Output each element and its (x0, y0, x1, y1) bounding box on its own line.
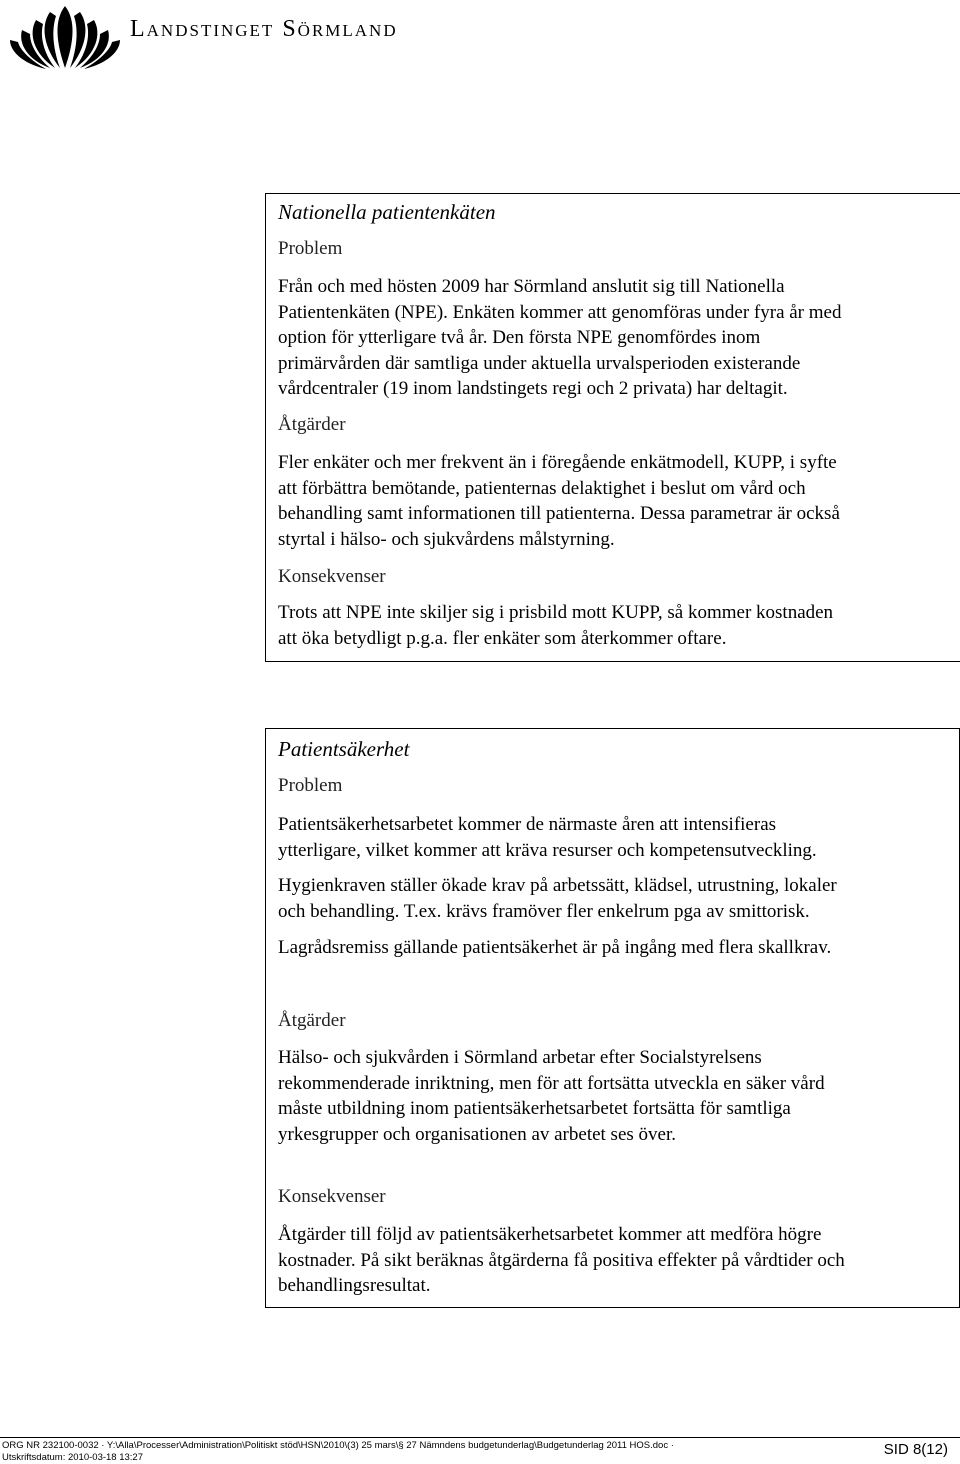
text-line: behandling samt informationen till patienterna. Dessa parametrar är också (278, 503, 840, 524)
text-line: rekommenderade inriktning, men för att fortsätta utveckla en säker vård (278, 1072, 825, 1094)
text-line: kostnader. På sikt beräknas åtgärderna få positiva effekter på vårdtider och (278, 1249, 845, 1271)
page-number: SID 8(12) (883, 1441, 948, 1458)
text-line: Hygienkraven ställer ökade krav på arbetssätt, klädsel, utrustning, lokaler (278, 875, 837, 896)
text-line: primärvården där samtliga under aktuella urvalsperioden existerande (278, 352, 801, 374)
text-line: och behandling. T.ex. krävs framöver fler enkelrum pga av smittorisk. (278, 900, 810, 922)
problem-heading: Problem (278, 775, 343, 796)
text-line: Åtgärder till följd av patientsäkerhetsarbetet kommer att medföra högre (278, 1224, 822, 1245)
text-line: styrtal i hälso- och sjukvårdens målstyrning. (278, 528, 615, 550)
consequences-heading: Konsekvenser (278, 566, 386, 587)
text-line: Trots att NPE inte skiljer sig i prisbild mott KUPP, så kommer kostnaden (278, 602, 834, 623)
footer-path: ORG NR 232100-0032 · Y:\Alla\Processer\Administration\Politiskt stöd\HSN\2010\(3) 25 mars\§ 27 Nämndens budgetunderlag\Budgetunderlag 2011 HOS.doc · (2, 1440, 674, 1451)
text-line: ytterligare, vilket kommer att kräva resurser och kompetensutveckling. (278, 839, 817, 861)
footer-divider (0, 1437, 960, 1438)
section-national-patient-survey (265, 193, 960, 662)
text-line: Patientsäkerhetsarbetet kommer de närmaste åren att intensifieras (278, 814, 777, 835)
section-title: Nationella patientenkäten (278, 200, 496, 224)
consequences-text (278, 600, 952, 651)
actions-text (278, 1045, 951, 1147)
problem-text (278, 274, 952, 402)
actions-text (278, 450, 952, 552)
text-line: Fler enkäter och mer frekvent än i föregående enkätmodell, KUPP, i syfte (278, 452, 837, 473)
consequences-heading: Konsekvenser (278, 1186, 386, 1207)
consequences-text (278, 1222, 951, 1299)
text-line: option för ytterligare två år. Den första NPE genomfördes inom (278, 327, 761, 348)
problem-heading: Problem (278, 238, 343, 259)
problem-paragraph (278, 812, 951, 863)
text-line: måste utbildning inom patientsäkerhetsarbetet fortsätta för samtliga (278, 1098, 791, 1119)
section-patient-safety (265, 728, 960, 1308)
actions-heading: Åtgärder (278, 1010, 346, 1031)
crown-flame-logo-icon (6, 2, 124, 70)
problem-paragraph (278, 873, 951, 924)
text-line: behandlingsresultat. (278, 1275, 431, 1296)
text-line: att förbättra bemötande, patienternas delaktighet i beslut om vård och (278, 477, 806, 499)
text-line: att öka betydligt p.g.a. fler enkäter som återkommer oftare. (278, 627, 727, 649)
text-line: Lagrådsremiss gällande patientsäkerhet är på ingång med flera skallkrav. (278, 937, 832, 958)
text-line: Från och med hösten 2009 har Sörmland anslutit sig till Nationella (278, 276, 785, 297)
org-name: Landstinget Sörmland (130, 16, 398, 42)
text-line: Hälso- och sjukvården i Sörmland arbetar efter Socialstyrelsens (278, 1047, 762, 1068)
footer-metadata (2, 1440, 674, 1464)
problem-paragraph (278, 935, 951, 961)
text-line: Patientenkäten (NPE). Enkäten kommer att genomföras under fyra år med (278, 301, 842, 323)
footer-print-date: Utskriftsdatum: 2010-03-18 13:27 (2, 1452, 143, 1463)
actions-heading: Åtgärder (278, 414, 346, 435)
text-line: yrkesgrupper och organisationen av arbetet ses över. (278, 1123, 676, 1145)
section-title: Patientsäkerhet (278, 737, 410, 761)
text-line: vårdcentraler (19 inom landstingets regi och 2 privata) har deltagit. (278, 378, 788, 399)
